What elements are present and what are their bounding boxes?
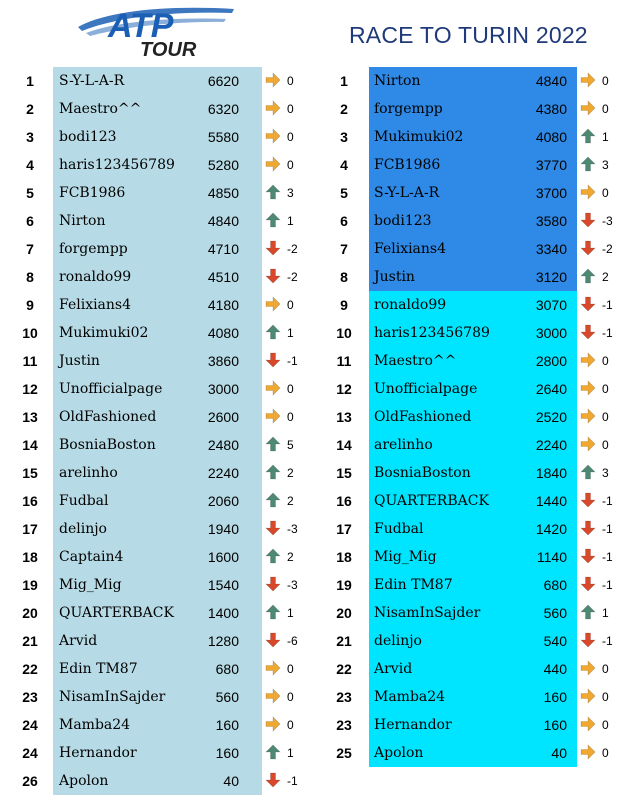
rank-cell: 10 [336, 325, 352, 341]
standings-row [0, 515, 635, 543]
points-cell: 3070 [535, 297, 567, 313]
points-cell: 4180 [207, 297, 239, 313]
player-name-cell: arelinho [374, 437, 433, 453]
rank-cell: 10 [22, 325, 38, 341]
standings-row [0, 571, 635, 599]
points-cell: 680 [215, 661, 239, 677]
standings-row [0, 319, 635, 347]
position-change-cell [580, 683, 609, 711]
rank-cell: 17 [336, 521, 352, 537]
points-cell: 40 [223, 773, 239, 789]
position-change-value: -1 [602, 494, 613, 508]
player-name-cell: bodi123 [374, 213, 432, 229]
points-cell: 1540 [207, 577, 239, 593]
standings-row [0, 235, 635, 263]
standings-row [0, 431, 635, 459]
position-change-value: 0 [287, 410, 294, 424]
position-change-cell [580, 291, 613, 319]
position-change-cell [580, 123, 609, 151]
rank-cell: 25 [336, 745, 352, 761]
player-name-cell: S-Y-L-A-R [59, 73, 125, 89]
position-change-cell [580, 67, 609, 95]
rank-cell: 14 [22, 437, 38, 453]
player-name-cell: Mamba24 [59, 717, 131, 733]
points-cell: 2520 [535, 409, 567, 425]
position-change-value: 0 [602, 438, 609, 452]
points-cell: 3340 [535, 241, 567, 257]
arrow-right-icon [580, 744, 596, 760]
points-cell: 4840 [207, 213, 239, 229]
player-name-cell: ronaldo99 [59, 269, 132, 285]
rank-cell: 23 [22, 689, 38, 705]
position-change-value: -1 [602, 326, 613, 340]
position-change-value: 2 [287, 550, 294, 564]
rank-cell: 18 [336, 549, 352, 565]
points-cell: 1440 [535, 493, 567, 509]
position-change-value: 1 [287, 746, 294, 760]
points-cell: 2240 [207, 465, 239, 481]
player-name-cell: Mukimuki02 [59, 325, 149, 341]
arrow-up-icon [580, 268, 596, 284]
position-change-value: -3 [287, 522, 298, 536]
points-cell: 2640 [535, 381, 567, 397]
position-change-cell [580, 207, 613, 235]
rank-cell: 7 [26, 241, 34, 257]
rank-cell: 15 [22, 465, 38, 481]
rank-cell: 12 [336, 381, 352, 397]
rank-cell: 21 [336, 633, 352, 649]
points-cell: 560 [543, 605, 567, 621]
arrow-down-icon [580, 324, 596, 340]
player-name-cell: Mamba24 [374, 689, 446, 705]
rank-cell: 16 [22, 493, 38, 509]
points-cell: 440 [543, 661, 567, 677]
position-change-value: 1 [602, 130, 609, 144]
position-change-value: -2 [287, 242, 298, 256]
rank-cell: 2 [26, 101, 34, 117]
position-change-value: 3 [602, 158, 609, 172]
atp-logo-text: ATP [108, 7, 174, 45]
standings-row [0, 655, 635, 683]
standings-row [0, 95, 635, 123]
points-cell: 6620 [207, 73, 239, 89]
player-name-cell: Nirton [59, 213, 106, 229]
rank-cell: 14 [336, 437, 352, 453]
position-change-value: 5 [287, 438, 294, 452]
tour-logo-text: TOUR [140, 39, 197, 59]
standings-row [0, 403, 635, 431]
position-change-cell [580, 95, 609, 123]
standings-row [0, 599, 635, 627]
position-change-cell [580, 487, 613, 515]
player-name-cell: S-Y-L-A-R [374, 185, 440, 201]
arrow-up-icon [580, 604, 596, 620]
position-change-cell [580, 543, 613, 571]
player-name-cell: Unofficialpage [59, 381, 163, 397]
arrow-down-icon [580, 576, 596, 592]
rank-cell: 13 [336, 409, 352, 425]
player-name-cell: delinjo [59, 521, 107, 537]
points-cell: 6320 [207, 101, 239, 117]
points-cell: 1600 [207, 549, 239, 565]
rank-cell: 12 [22, 381, 38, 397]
points-cell: 3000 [207, 381, 239, 397]
position-change-value: 0 [602, 690, 609, 704]
rank-cell: 17 [22, 521, 38, 537]
arrow-right-icon [580, 184, 596, 200]
position-change-value: -2 [602, 242, 613, 256]
player-name-cell: FCB1986 [374, 157, 441, 173]
position-change-value: 3 [602, 466, 609, 480]
position-change-value: -6 [287, 634, 298, 648]
points-cell: 3700 [535, 185, 567, 201]
arrow-down-icon [580, 296, 596, 312]
player-name-cell: NisamInSajder [374, 605, 481, 621]
player-name-cell: Apolon [59, 773, 109, 789]
player-name-cell: Arvid [374, 661, 413, 677]
position-change-value: 0 [602, 382, 609, 396]
standings-row [0, 179, 635, 207]
points-cell: 4080 [535, 129, 567, 145]
position-change-cell [580, 459, 609, 487]
rank-cell: 26 [22, 773, 38, 789]
rank-cell: 1 [26, 73, 34, 89]
position-change-value: -1 [602, 298, 613, 312]
player-name-cell: arelinho [59, 465, 118, 481]
player-name-cell: forgempp [59, 241, 128, 257]
position-change-cell [580, 263, 609, 291]
position-change-value: 2 [287, 494, 294, 508]
standings-row [0, 123, 635, 151]
player-name-cell: ronaldo99 [374, 297, 447, 313]
rank-cell: 4 [26, 157, 34, 173]
arrow-down-icon [580, 492, 596, 508]
points-cell: 3000 [535, 325, 567, 341]
position-change-value: 0 [602, 74, 609, 88]
rank-cell: 24 [22, 717, 38, 733]
position-change-value: 0 [602, 102, 609, 116]
position-change-cell [580, 151, 609, 179]
position-change-value: 0 [602, 186, 609, 200]
points-cell: 2800 [535, 353, 567, 369]
player-name-cell: OldFashioned [59, 409, 157, 425]
rank-cell: 13 [22, 409, 38, 425]
position-change-value: 0 [287, 298, 294, 312]
points-cell: 540 [543, 633, 567, 649]
player-name-cell: Hernandor [59, 745, 137, 761]
points-cell: 4710 [207, 241, 239, 257]
position-change-value: -1 [287, 774, 298, 788]
player-name-cell: Mukimuki02 [374, 129, 464, 145]
rank-cell: 20 [336, 605, 352, 621]
points-cell: 560 [215, 689, 239, 705]
position-change-cell [580, 375, 609, 403]
position-change-value: -1 [602, 634, 613, 648]
player-name-cell: Unofficialpage [374, 381, 478, 397]
position-change-cell [580, 179, 609, 207]
rank-cell: 19 [22, 577, 38, 593]
standings-row [0, 459, 635, 487]
player-name-cell: Justin [374, 269, 415, 285]
position-change-value: 0 [287, 662, 294, 676]
points-cell: 1420 [535, 521, 567, 537]
player-name-cell: Maestro^^ [374, 353, 457, 369]
arrow-down-icon [265, 772, 281, 788]
points-cell: 4080 [207, 325, 239, 341]
points-cell: 4510 [207, 269, 239, 285]
arrow-down-icon [580, 240, 596, 256]
arrow-right-icon [580, 408, 596, 424]
player-name-cell: BosniaBoston [374, 465, 471, 481]
rank-cell: 22 [336, 661, 352, 677]
rank-cell: 9 [26, 297, 34, 313]
player-name-cell: Apolon [374, 745, 424, 761]
position-change-value: 0 [602, 746, 609, 760]
position-change-cell [580, 655, 609, 683]
standings-row [0, 627, 635, 655]
player-name-cell: Fudbal [374, 521, 424, 537]
points-cell: 2060 [207, 493, 239, 509]
position-change-value: -3 [287, 578, 298, 592]
standings-row [0, 739, 635, 767]
arrow-right-icon [580, 716, 596, 732]
player-name-cell: Hernandor [374, 717, 452, 733]
standings-row [0, 543, 635, 571]
position-change-value: 0 [287, 690, 294, 704]
player-name-cell: QUARTERBACK [374, 493, 489, 509]
points-cell: 4840 [535, 73, 567, 89]
points-cell: 1840 [535, 465, 567, 481]
points-cell: 5280 [207, 157, 239, 173]
player-name-cell: Felixians4 [59, 297, 132, 313]
points-cell: 3580 [535, 213, 567, 229]
arrow-right-icon [580, 100, 596, 116]
arrow-down-icon [580, 548, 596, 564]
points-cell: 5580 [207, 129, 239, 145]
position-change-value: 0 [287, 130, 294, 144]
player-name-cell: haris123456789 [374, 325, 490, 341]
points-cell: 1280 [207, 633, 239, 649]
player-name-cell: Fudbal [59, 493, 109, 509]
position-change-value: -1 [287, 354, 298, 368]
position-change-value: 0 [287, 718, 294, 732]
arrow-up-icon [580, 128, 596, 144]
arrow-up-icon [580, 156, 596, 172]
rank-cell: 5 [26, 185, 34, 201]
points-cell: 4850 [207, 185, 239, 201]
rank-cell: 3 [26, 129, 34, 145]
arrow-right-icon [580, 660, 596, 676]
rank-cell: 16 [336, 493, 352, 509]
position-change-value: -3 [602, 214, 613, 228]
rank-cell: 20 [22, 605, 38, 621]
position-change-value: 1 [287, 214, 294, 228]
position-change-value: 2 [602, 270, 609, 284]
position-change-value: -1 [602, 550, 613, 564]
rank-cell: 8 [340, 269, 348, 285]
points-cell: 160 [215, 745, 239, 761]
points-cell: 2240 [535, 437, 567, 453]
points-cell: 680 [543, 577, 567, 593]
arrow-right-icon [580, 436, 596, 452]
points-cell: 3860 [207, 353, 239, 369]
position-change-value: 0 [602, 718, 609, 732]
rank-cell: 3 [340, 129, 348, 145]
points-cell: 160 [543, 717, 567, 733]
points-cell: 3770 [535, 157, 567, 173]
rank-cell: 4 [340, 157, 348, 173]
standings-row [0, 67, 635, 95]
rank-cell: 22 [22, 661, 38, 677]
standings-row [0, 347, 635, 375]
rank-cell: 23 [336, 717, 352, 733]
player-name-cell: NisamInSajder [59, 689, 166, 705]
position-change-cell [580, 599, 609, 627]
arrow-down-icon [580, 212, 596, 228]
position-change-cell [580, 739, 609, 767]
arrow-down-icon [580, 632, 596, 648]
position-change-value: 0 [602, 354, 609, 368]
player-name-cell: bodi123 [59, 129, 117, 145]
points-cell: 2480 [207, 437, 239, 453]
position-change-cell [580, 431, 609, 459]
position-change-cell [580, 403, 609, 431]
position-change-cell [580, 711, 609, 739]
points-cell: 1400 [207, 605, 239, 621]
points-cell: 2600 [207, 409, 239, 425]
position-change-cell [580, 627, 613, 655]
player-name-cell: Mig_Mig [374, 549, 437, 565]
rank-cell: 5 [340, 185, 348, 201]
standings-row [0, 683, 635, 711]
player-name-cell: Edin TM87 [374, 577, 453, 593]
position-change-value: 0 [287, 382, 294, 396]
position-change-value: 2 [287, 466, 294, 480]
player-name-cell: Justin [59, 353, 100, 369]
arrow-right-icon [580, 72, 596, 88]
rank-cell: 15 [336, 465, 352, 481]
standings-row [0, 263, 635, 291]
page-title: RACE TO TURIN 2022 [349, 22, 588, 48]
rank-cell: 11 [336, 353, 352, 369]
player-name-cell: delinjo [374, 633, 422, 649]
rank-cell: 8 [26, 269, 34, 285]
arrow-right-icon [580, 352, 596, 368]
position-change-value: 3 [287, 186, 294, 200]
points-cell: 160 [215, 717, 239, 733]
player-name-cell: Mig_Mig [59, 577, 122, 593]
rank-cell: 18 [22, 549, 38, 565]
standings-row [0, 711, 635, 739]
position-change-value: 1 [602, 606, 609, 620]
rank-cell: 11 [22, 353, 38, 369]
rank-cell: 6 [26, 213, 34, 229]
position-change-value: 1 [287, 326, 294, 340]
position-change-cell [580, 319, 613, 347]
standings-row [0, 291, 635, 319]
points-cell: 1140 [536, 549, 567, 565]
position-change-value: 0 [287, 74, 294, 88]
points-cell: 40 [551, 745, 567, 761]
player-name-cell: Arvid [59, 633, 98, 649]
player-name-cell: Maestro^^ [59, 101, 142, 117]
position-change-value: 0 [287, 102, 294, 116]
points-cell: 3120 [535, 269, 567, 285]
points-cell: 4380 [535, 101, 567, 117]
position-change-value: 0 [602, 410, 609, 424]
position-change-value: 0 [287, 158, 294, 172]
position-change-value: -1 [602, 578, 613, 592]
points-cell: 1940 [207, 521, 239, 537]
position-change-value: -2 [287, 270, 298, 284]
position-change-value: -1 [602, 522, 613, 536]
rank-cell: 19 [336, 577, 352, 593]
position-change-cell [580, 571, 613, 599]
standings-row [0, 767, 635, 795]
rank-cell: 23 [336, 689, 352, 705]
arrow-right-icon [580, 688, 596, 704]
arrow-up-icon [580, 464, 596, 480]
rank-cell: 21 [22, 633, 38, 649]
player-name-cell: Captain4 [59, 549, 124, 565]
player-name-cell: QUARTERBACK [59, 605, 174, 621]
rank-cell: 24 [22, 745, 38, 761]
player-name-cell: FCB1986 [59, 185, 126, 201]
rank-cell: 9 [340, 297, 348, 313]
player-name-cell: OldFashioned [374, 409, 472, 425]
rank-cell: 6 [340, 213, 348, 229]
rank-cell: 2 [340, 101, 348, 117]
arrow-down-icon [580, 520, 596, 536]
standings-row [0, 375, 635, 403]
player-name-cell: forgempp [374, 101, 443, 117]
player-name-cell: Edin TM87 [59, 661, 138, 677]
position-change-cell [580, 515, 613, 543]
position-change-cell [580, 347, 609, 375]
rank-cell: 1 [340, 73, 348, 89]
standings-row [0, 207, 635, 235]
player-name-cell: haris123456789 [59, 157, 175, 173]
atp-tour-logo [76, 3, 236, 59]
points-cell: 160 [543, 689, 567, 705]
player-name-cell: BosniaBoston [59, 437, 156, 453]
position-change-value: 0 [602, 662, 609, 676]
player-name-cell: Nirton [374, 73, 421, 89]
position-change-cell [580, 235, 613, 263]
position-change-cell [265, 767, 298, 795]
player-name-cell: Felixians4 [374, 241, 447, 257]
arrow-right-icon [580, 380, 596, 396]
standings-row [0, 487, 635, 515]
rank-cell: 7 [340, 241, 348, 257]
position-change-value: 1 [287, 606, 294, 620]
standings-row [0, 151, 635, 179]
